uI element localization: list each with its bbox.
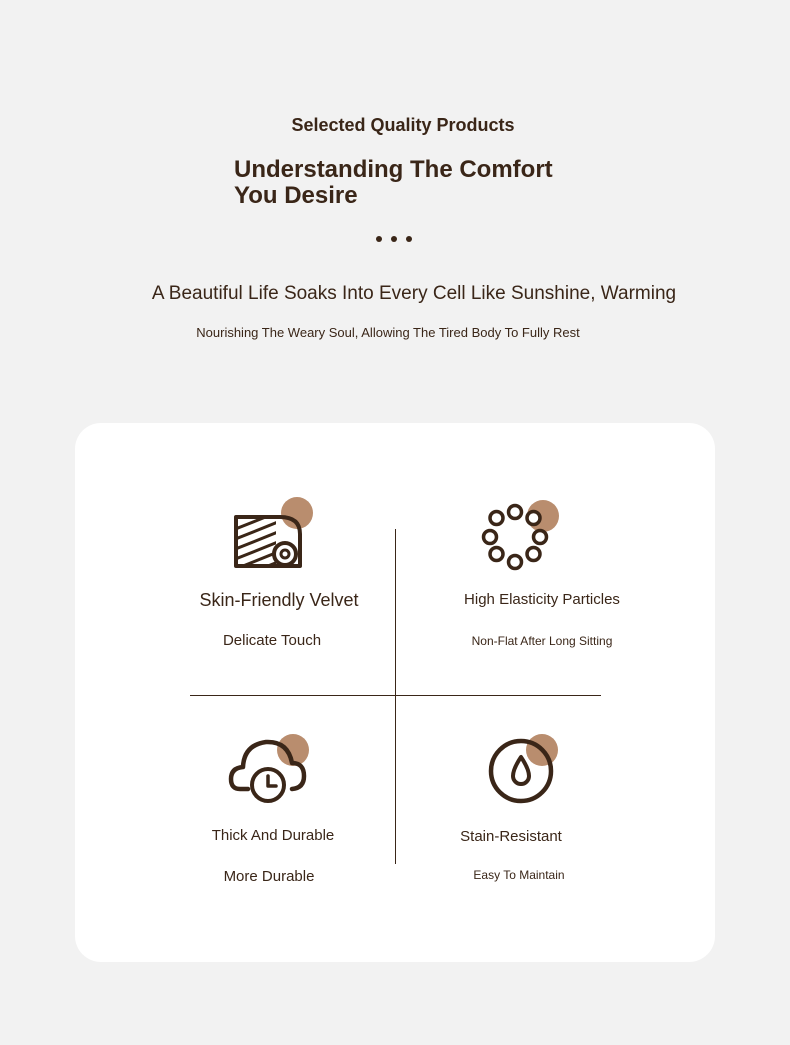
page-title-line-2: You Desire bbox=[234, 182, 358, 209]
feature-title: High Elasticity Particles bbox=[464, 591, 620, 608]
intro-text: A Beautiful Life Soaks Into Every Cell Like Sunshine, Warming bbox=[151, 283, 677, 304]
feature-subtitle: More Durable bbox=[223, 868, 315, 885]
intro-subtext: Nourishing The Weary Soul, Allowing The Tired Body To Fully Rest bbox=[196, 325, 580, 340]
dot bbox=[376, 236, 382, 242]
dot bbox=[391, 236, 397, 242]
decorative-dots bbox=[372, 236, 418, 248]
section-eyebrow: Selected Quality Products bbox=[291, 115, 515, 135]
vertical-divider bbox=[395, 529, 396, 864]
page-title-line-1: Understanding The Comfort bbox=[234, 156, 553, 183]
water-drop-ring-icon bbox=[476, 733, 566, 813]
velvet-fabric-roll-icon bbox=[228, 494, 318, 574]
feature-title: Skin-Friendly Velvet bbox=[199, 590, 359, 610]
feature-subtitle: Easy To Maintain bbox=[473, 868, 565, 882]
feature-title: Stain-Resistant bbox=[460, 828, 562, 845]
particle-ring-icon bbox=[476, 498, 566, 578]
feature-subtitle: Non-Flat After Long Sitting bbox=[471, 634, 613, 648]
dot bbox=[406, 236, 412, 242]
feature-title: Thick And Durable bbox=[211, 827, 335, 844]
horizontal-divider bbox=[190, 695, 601, 696]
page-title bbox=[234, 157, 553, 209]
cloud-clock-icon bbox=[226, 733, 316, 813]
feature-subtitle: Delicate Touch bbox=[222, 632, 322, 649]
